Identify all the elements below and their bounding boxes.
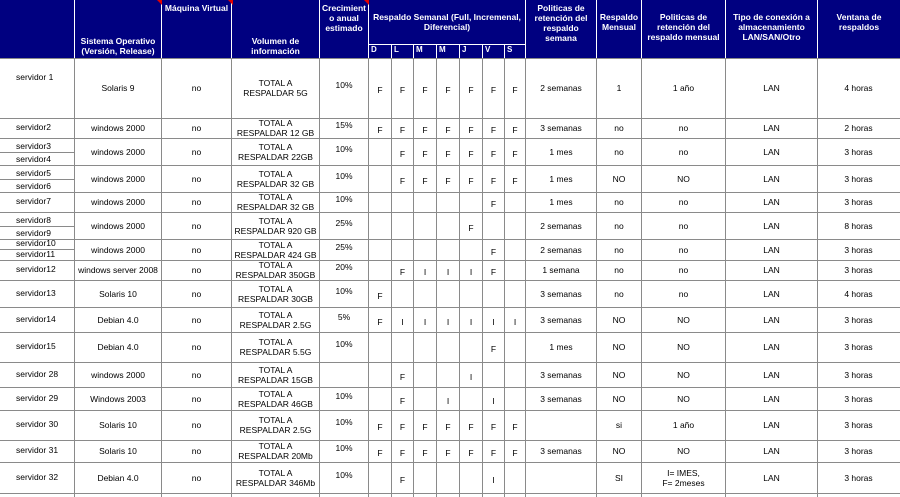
weekday-cell: F — [399, 125, 406, 135]
backup-window-cell: 3 horas — [844, 314, 873, 325]
volume-cell — [232, 212, 319, 239]
comment-marker — [157, 0, 162, 5]
monthly-cell: no — [614, 265, 624, 275]
weekday-cell: F — [377, 290, 383, 301]
weekday-cell: I — [492, 395, 495, 406]
monthly-retention-cell: NO — [677, 314, 690, 325]
backup-window-cell: 3 horas — [844, 446, 873, 456]
connection-cell: LAN — [763, 220, 780, 231]
weekday-cell: F — [468, 222, 474, 233]
volume-cell-line: TOTAL A — [258, 141, 293, 152]
weekday-cell: F — [399, 371, 406, 382]
weekday-cell: F — [490, 344, 497, 354]
weekday-cell: I — [492, 474, 495, 485]
server-name: servidor14 — [16, 313, 56, 324]
volume-cell-line: RESPALDAR 2.5G — [239, 319, 312, 330]
volume-cell — [232, 362, 319, 387]
monthly-retention-cell-line: I= IMES, — [667, 467, 700, 478]
grid-subrow-line — [0, 179, 74, 180]
comment-marker — [228, 0, 233, 5]
weekday-cell: I — [469, 371, 473, 382]
weekday-cell: F — [399, 175, 406, 186]
weekday-cell: F — [512, 448, 518, 458]
server-name: servidor 1 — [16, 72, 54, 82]
server-name: servidor15 — [16, 341, 56, 351]
weekday-cell: F — [490, 267, 497, 277]
weekday-cell: F — [512, 175, 518, 186]
weekly-retention-cell: 2 semanas — [540, 220, 582, 231]
weekday-cell: F — [399, 267, 406, 277]
comment-marker — [364, 0, 369, 5]
volume-cell-line: TOTAL A — [258, 239, 293, 250]
connection-cell: LAN — [763, 393, 780, 404]
vm-cell: no — [191, 83, 202, 93]
os-cell: windows 2000 — [91, 197, 145, 207]
header-os: Sistema Operativo (Versión, Release) — [75, 0, 161, 58]
weekday-cell: F — [422, 422, 428, 432]
weekday-cell: F — [490, 175, 497, 186]
weekday-header: M — [414, 45, 436, 58]
os-cell: Solaris 9 — [101, 83, 135, 93]
server-name: servidor8 — [16, 215, 51, 225]
weekday-cell: I — [446, 316, 450, 327]
monthly-retention-cell: no — [678, 288, 689, 299]
vm-cell: no — [191, 369, 202, 380]
weekly-retention-cell: 3 semanas — [540, 393, 582, 404]
weekday-cell: F — [512, 422, 518, 432]
vm-cell: no — [191, 420, 202, 430]
monthly-cell: NO — [612, 393, 626, 404]
weekday-cell: F — [377, 85, 383, 95]
monthly-retention-cell: no — [678, 220, 689, 231]
weekly-retention-cell: 1 mes — [549, 146, 573, 157]
backup-window-cell: 4 horas — [844, 83, 873, 93]
weekly-retention-cell: 1 mes — [549, 173, 573, 184]
monthly-cell: NO — [612, 173, 626, 184]
connection-cell: LAN — [763, 244, 780, 255]
os-cell: windows 2000 — [91, 123, 145, 133]
os-cell: Solaris 10 — [99, 420, 137, 430]
weekday-cell: I — [423, 267, 427, 277]
vm-cell: no — [191, 123, 202, 133]
volume-cell-line: TOTAL A — [258, 260, 293, 270]
server-name: servidor 30 — [16, 419, 59, 429]
volume-cell-line: RESPALDAR 15GB — [238, 374, 313, 385]
weekday-cell: F — [399, 448, 406, 458]
volume-cell — [232, 239, 319, 260]
weekday-cell: F — [399, 395, 406, 406]
weekday-cell: F — [399, 148, 406, 159]
growth-cell: 10% — [335, 417, 353, 427]
volume-cell — [232, 440, 319, 462]
server-name: servidor13 — [16, 287, 56, 298]
growth-cell: 5% — [337, 311, 351, 322]
growth-cell: 15% — [335, 120, 353, 130]
volume-cell-line: RESPALDAR 350GB — [235, 270, 316, 280]
volume-cell — [232, 332, 319, 362]
weekday-cell: I — [513, 316, 517, 327]
weekday-cell: F — [377, 448, 383, 458]
weekly-retention-cell — [526, 462, 596, 493]
weekday-cell: I — [446, 267, 450, 277]
weekday-cell: F — [377, 316, 383, 327]
volume-cell-line: TOTAL A — [258, 78, 293, 88]
volume-cell-line: TOTAL A — [258, 441, 293, 451]
weekday-cell: F — [422, 175, 428, 186]
vm-cell: no — [191, 472, 202, 483]
weekly-retention-cell: 3 semanas — [540, 446, 582, 456]
weekday-cell: F — [490, 148, 497, 159]
header-volume: Volumen de información — [232, 0, 319, 58]
volume-cell-line: TOTAL A — [258, 364, 293, 375]
grid-subrow-line — [0, 152, 74, 153]
weekday-cell: I — [401, 316, 404, 327]
connection-cell: LAN — [763, 314, 780, 325]
weekday-cell: F — [422, 125, 428, 135]
server-name: servidor3 — [16, 141, 51, 151]
monthly-cell: si — [615, 420, 623, 430]
volume-cell-line: RESPALDAR 46GB — [238, 398, 313, 409]
backup-window-cell: 3 horas — [844, 173, 873, 184]
vm-cell: no — [191, 393, 202, 404]
header-connection: Tipo de conexión a almacenamiento LAN/SAN/Otro — [726, 0, 817, 58]
growth-cell: 25% — [335, 241, 353, 252]
header-vm: Máquina Virtual — [162, 0, 231, 58]
volume-cell-line: TOTAL A — [258, 337, 293, 347]
weekday-cell: F — [512, 148, 518, 159]
vm-cell: no — [191, 220, 202, 231]
volume-cell — [232, 260, 319, 280]
volume-cell — [232, 387, 319, 410]
vm-cell: no — [191, 146, 202, 157]
header-server — [0, 0, 74, 58]
weekday-cell: F — [445, 125, 451, 135]
monthly-retention-cell-line: F= 2meses — [662, 477, 705, 488]
grid-subrow-line — [0, 226, 74, 227]
connection-cell: LAN — [763, 265, 780, 275]
connection-cell: LAN — [763, 123, 780, 133]
backup-window-cell: 3 horas — [844, 472, 873, 483]
weekday-cell: F — [399, 85, 406, 95]
monthly-retention-cell: NO — [677, 369, 690, 380]
weekday-cell: F — [422, 85, 428, 95]
os-cell: Solaris 10 — [99, 288, 137, 299]
volume-cell — [232, 192, 319, 212]
server-name: servidor7 — [16, 196, 51, 206]
volume-cell-line: TOTAL A — [258, 192, 293, 202]
os-cell: windows 2000 — [91, 173, 145, 184]
vm-cell: no — [191, 342, 202, 352]
connection-cell: LAN — [763, 446, 780, 456]
monthly-cell: NO — [612, 314, 626, 325]
weekday-cell: F — [399, 474, 406, 485]
growth-cell: 10% — [335, 390, 353, 401]
backup-window-cell: 3 horas — [844, 369, 873, 380]
weekday-cell: F — [468, 125, 474, 135]
volume-cell-line: TOTAL A — [258, 215, 293, 226]
vm-cell: no — [191, 197, 202, 207]
connection-cell: LAN — [763, 197, 780, 207]
weekly-retention-cell: 3 semanas — [540, 123, 582, 133]
os-cell: Debian 4.0 — [97, 314, 139, 325]
monthly-retention-cell: no — [678, 123, 689, 133]
backup-window-cell: 3 horas — [844, 146, 873, 157]
os-cell: windows 2000 — [91, 220, 145, 231]
weekday-cell: I — [446, 395, 450, 406]
volume-cell-line: RESPALDAR 5.5G — [239, 347, 312, 357]
server-name: servidor2 — [16, 122, 51, 132]
volume-cell-line: RESPALDAR 22GB — [238, 151, 313, 162]
weekday-cell: F — [445, 448, 451, 458]
weekday-cell: F — [468, 422, 474, 432]
connection-cell: LAN — [763, 173, 780, 184]
weekday-cell: F — [445, 175, 451, 186]
os-cell: windows 2000 — [91, 146, 145, 157]
os-cell: Windows 2003 — [90, 393, 146, 404]
server-name: servidor 29 — [16, 392, 59, 403]
growth-cell: 10% — [335, 194, 353, 204]
header-monthly-retention: Politicas de retención del respaldo mensual — [642, 0, 725, 58]
weekday-cell: I — [423, 316, 427, 327]
monthly-cell: no — [614, 220, 624, 231]
volume-cell — [232, 410, 319, 440]
grid-row-line — [0, 493, 900, 494]
volume-cell-line: RESPALDAR 424 GB — [234, 249, 317, 260]
volume-cell-line: RESPALDAR 20Mb — [238, 451, 313, 461]
weekday-cell: I — [492, 316, 495, 327]
backup-window-cell: 4 horas — [844, 288, 873, 299]
weekday-cell: I — [469, 316, 473, 327]
monthly-retention-cell: 1 año — [672, 420, 695, 430]
weekly-retention-cell: 1 mes — [549, 197, 573, 207]
volume-cell-line: TOTAL A — [258, 283, 293, 294]
weekday-cell: F — [490, 85, 497, 95]
monthly-cell: NO — [612, 369, 626, 380]
volume-cell-line: TOTAL A — [258, 415, 293, 425]
weekday-cell: F — [468, 85, 474, 95]
header-monthly: Respaldo Mensual — [597, 0, 641, 58]
weekday-cell: F — [468, 148, 474, 159]
weekly-retention-cell: 3 semanas — [540, 314, 582, 325]
monthly-retention-cell: no — [678, 244, 689, 255]
connection-cell: LAN — [763, 288, 780, 299]
backup-window-cell: 3 horas — [844, 420, 873, 430]
monthly-cell: no — [614, 288, 624, 299]
server-name: servidor5 — [16, 168, 51, 178]
volume-cell — [232, 280, 319, 307]
os-cell: windows server 2008 — [78, 265, 158, 275]
monthly-retention-cell: no — [678, 146, 689, 157]
weekday-header: J — [460, 45, 482, 58]
weekday-cell: F — [399, 422, 406, 432]
server-name: servidor 28 — [16, 368, 59, 379]
volume-cell — [232, 462, 319, 493]
monthly-retention-cell: NO — [677, 393, 690, 404]
weekday-cell: F — [377, 422, 383, 432]
weekday-cell: I — [469, 267, 473, 277]
vm-cell: no — [191, 288, 202, 299]
weekly-retention-cell: 1 semana — [542, 265, 580, 275]
weekday-header: D — [369, 45, 391, 58]
backup-window-cell: 3 horas — [844, 265, 873, 275]
os-cell: Solaris 10 — [99, 446, 137, 456]
volume-cell — [232, 307, 319, 332]
weekly-retention-cell: 3 semanas — [540, 369, 582, 380]
volume-cell-line: TOTAL A — [258, 309, 293, 320]
weekday-cell: F — [512, 85, 518, 95]
volume-cell — [232, 58, 319, 118]
monthly-retention-cell: NO — [677, 446, 690, 456]
weekly-retention-cell: 2 semanas — [540, 83, 582, 93]
growth-cell: 10% — [335, 285, 353, 296]
connection-cell: LAN — [763, 342, 780, 352]
connection-cell: LAN — [763, 472, 780, 483]
volume-cell-line: RESPALDAR 32 GB — [236, 202, 315, 212]
backup-window-cell: 3 horas — [844, 197, 873, 207]
volume-cell — [232, 138, 319, 165]
volume-cell-line: RESPALDAR 12 GB — [236, 128, 315, 138]
weekday-header: M — [437, 45, 459, 58]
vm-cell: no — [191, 265, 202, 275]
volume-cell-line: RESPALDAR 2.5G — [239, 425, 312, 435]
monthly-cell: no — [614, 146, 624, 157]
volume-cell-line: TOTAL A — [258, 388, 293, 399]
server-name: servidor10 — [16, 238, 56, 248]
growth-cell: 10% — [335, 469, 353, 480]
volume-cell-line: RESPALDAR 346Mb — [235, 477, 316, 488]
volume-cell-line: RESPALDAR 32 GB — [236, 178, 315, 189]
server-name: servidor11 — [16, 249, 56, 259]
monthly-retention-cell: 1 año — [672, 83, 695, 93]
volume-cell — [232, 165, 319, 192]
monthly-cell: 1 — [616, 83, 622, 93]
connection-cell: LAN — [763, 146, 780, 157]
volume-cell-line: TOTAL A — [258, 467, 293, 478]
growth-cell: 10% — [335, 443, 353, 453]
weekday-cell: F — [445, 422, 451, 432]
volume-cell-line: TOTAL A — [258, 118, 293, 128]
weekday-header: L — [392, 45, 413, 58]
os-cell: Debian 4.0 — [97, 472, 139, 483]
weekday-cell: F — [490, 199, 497, 209]
weekday-cell: F — [490, 448, 497, 458]
weekday-cell: F — [490, 125, 497, 135]
weekday-cell: F — [445, 148, 451, 159]
weekday-cell: F — [490, 422, 497, 432]
backup-window-cell: 8 horas — [844, 220, 873, 231]
weekday-cell: F — [512, 125, 518, 135]
backup-window-cell: 3 horas — [844, 393, 873, 404]
growth-cell: 10% — [335, 80, 353, 90]
backup-window-cell: 2 horas — [844, 123, 873, 133]
os-cell: windows 2000 — [91, 244, 145, 255]
header-window: Ventana de respaldos — [818, 0, 900, 58]
growth-cell: 10% — [335, 339, 353, 349]
weekday-cell: F — [468, 175, 474, 186]
growth-cell: 10% — [335, 143, 353, 154]
vm-cell: no — [191, 446, 202, 456]
server-name: servidor6 — [16, 181, 51, 191]
monthly-retention-cell: no — [678, 265, 689, 275]
monthly-cell: no — [614, 197, 624, 207]
server-name: servidor 31 — [16, 445, 59, 455]
monthly-cell: no — [614, 123, 624, 133]
weekday-cell: F — [445, 85, 451, 95]
header-weekly-retention: Politicas de retención del respaldo semana — [526, 0, 596, 58]
monthly-cell: SI — [614, 472, 624, 483]
connection-cell: LAN — [763, 369, 780, 380]
monthly-retention-cell: no — [678, 197, 689, 207]
weekday-cell: F — [422, 448, 428, 458]
vm-cell: no — [191, 173, 202, 184]
monthly-retention-cell: NO — [677, 342, 690, 352]
os-cell: windows 2000 — [91, 369, 145, 380]
weekday-header: V — [483, 45, 504, 58]
growth-cell: 20% — [335, 262, 353, 272]
growth-cell: 25% — [335, 217, 353, 228]
server-name: servidor9 — [16, 228, 51, 238]
server-name: servidor 32 — [16, 471, 59, 482]
monthly-cell: NO — [612, 342, 626, 352]
vm-cell: no — [191, 314, 202, 325]
os-cell: Debian 4.0 — [97, 342, 139, 352]
weekday-cell: F — [468, 448, 474, 458]
monthly-retention-cell — [642, 462, 725, 493]
weekly-retention-cell: 1 mes — [549, 342, 573, 352]
server-name: servidor12 — [16, 264, 56, 274]
monthly-cell: no — [614, 244, 624, 255]
backup-window-cell: 3 horas — [844, 342, 873, 352]
weekly-retention-cell: 2 semanas — [540, 244, 582, 255]
monthly-cell: NO — [612, 446, 626, 456]
weekday-cell: F — [490, 246, 497, 257]
volume-cell-line: RESPALDAR 920 GB — [234, 225, 317, 236]
weekly-retention-cell — [526, 410, 596, 440]
vm-cell: no — [191, 244, 202, 255]
volume-cell — [232, 118, 319, 138]
weekly-retention-cell: 3 semanas — [540, 288, 582, 299]
volume-cell-line: RESPALDAR 5G — [243, 88, 308, 98]
weekday-cell: F — [377, 125, 383, 135]
header-growth: Crecimient o anual estimado — [320, 0, 368, 58]
monthly-retention-cell: NO — [677, 173, 690, 184]
server-name: servidor4 — [16, 154, 51, 164]
connection-cell: LAN — [763, 420, 780, 430]
backup-window-cell: 3 horas — [844, 244, 873, 255]
volume-cell-line: TOTAL A — [258, 168, 293, 179]
growth-cell: 10% — [335, 170, 353, 181]
weekday-header: S — [505, 45, 525, 58]
weekday-cell: F — [422, 148, 428, 159]
header-weekly: Respaldo Semanal (Full, Incremenal, Diferencial) — [369, 0, 525, 44]
volume-cell-line: RESPALDAR 30GB — [238, 293, 313, 304]
connection-cell: LAN — [763, 83, 780, 93]
